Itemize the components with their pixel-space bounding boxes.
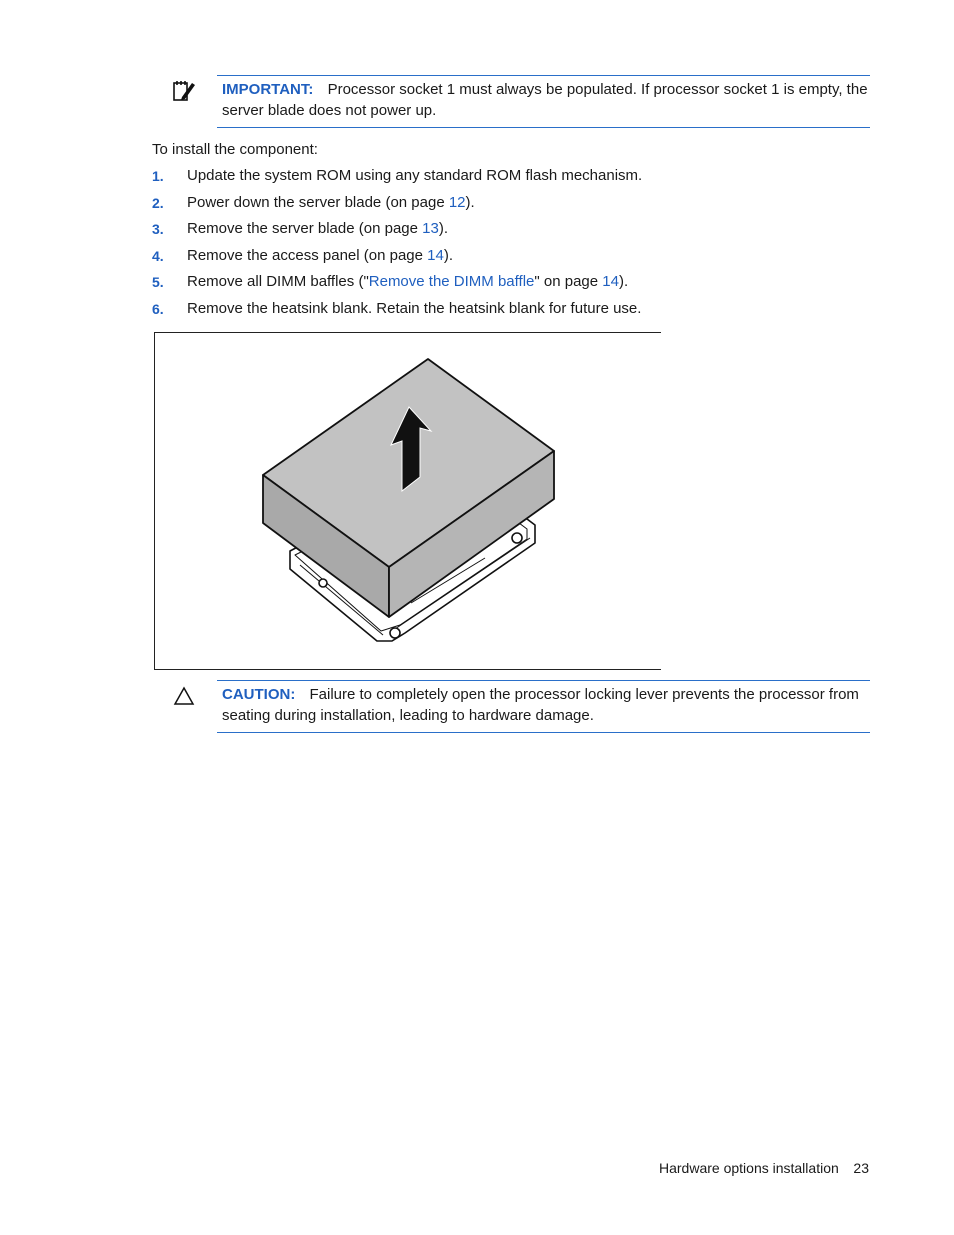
important-text: Processor socket 1 must always be populated. If processor socket 1 is empty, the server blade does not power up. bbox=[222, 81, 868, 119]
page-link[interactable]: 14 bbox=[602, 273, 619, 291]
caution-note bbox=[217, 680, 870, 733]
important-label: IMPORTANT: bbox=[222, 81, 314, 98]
step-number: 6. bbox=[152, 300, 164, 317]
page-number: 23 bbox=[853, 1160, 869, 1176]
step-text: Remove the heatsink blank. Retain the heatsink blank for future use. bbox=[187, 299, 642, 317]
important-icon bbox=[172, 79, 196, 107]
important-note bbox=[217, 75, 870, 128]
heatsink-illustration bbox=[155, 333, 661, 669]
page-link[interactable]: 13 bbox=[422, 220, 439, 238]
step-number: 5. bbox=[152, 274, 164, 291]
step-text: Update the system ROM using any standard ROM flash mechanism. bbox=[187, 167, 643, 184]
caution-text: Failure to completely open the processor locking lever prevents the processor from seating during installation, leading to hardware damage. bbox=[222, 686, 859, 724]
section-link[interactable]: Remove the DIMM baffle bbox=[368, 273, 535, 291]
caution-label: CAUTION: bbox=[222, 686, 296, 703]
intro-text: To install the component: bbox=[152, 141, 318, 158]
page-link[interactable]: 12 bbox=[448, 193, 466, 211]
footer-section-title: Hardware options installation bbox=[659, 1160, 839, 1176]
heatsink-figure bbox=[154, 332, 661, 670]
caution-icon bbox=[173, 686, 195, 710]
step-text: Remove the server blade (on page 13). bbox=[187, 220, 448, 238]
step-number: 2. bbox=[152, 194, 164, 211]
page-link[interactable]: 14 bbox=[427, 246, 444, 264]
step-number: 4. bbox=[152, 247, 164, 264]
step-number: 1. bbox=[152, 168, 164, 184]
step-text: Remove the access panel (on page 14). bbox=[187, 246, 454, 264]
step-text: Power down the server blade (on page 12). bbox=[187, 193, 475, 211]
step-text: Remove all DIMM baffles ("Remove the DIMM baffle" on page 14). bbox=[187, 273, 629, 291]
step-number: 3. bbox=[152, 221, 164, 238]
